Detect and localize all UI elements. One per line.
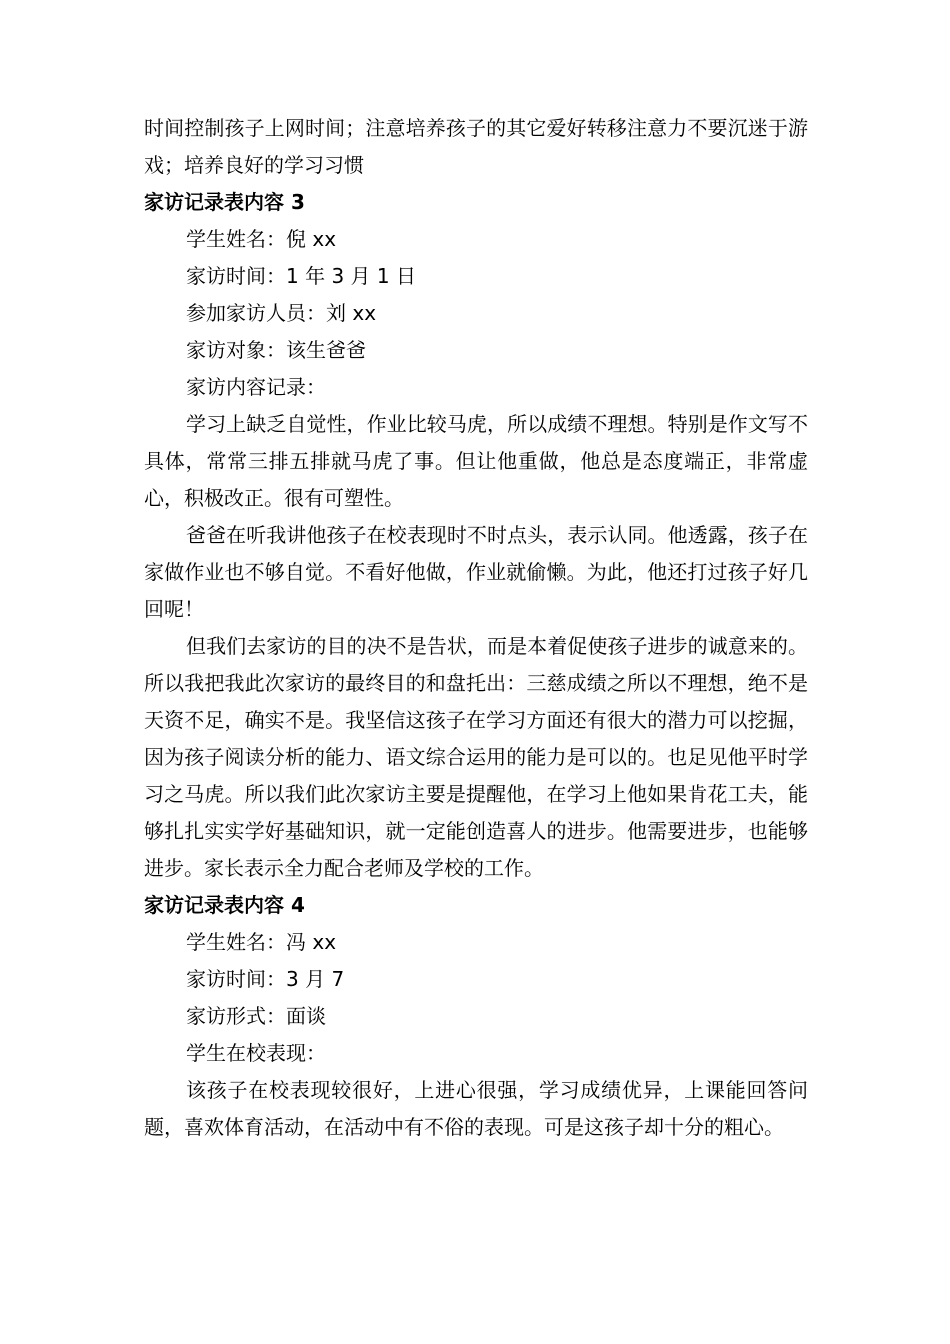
- intro-paragraph: 时间控制孩子上网时间；注意培养孩子的其它爱好转移注意力不要沉迷于游戏；培养良好的学习习惯: [144, 116, 808, 177]
- record-3-heading: 家访记录表内容 3: [144, 190, 305, 214]
- record-3-participants: 参加家访人员：刘 xx: [186, 301, 377, 325]
- record-3-content-label: 家访内容记录：: [186, 375, 326, 399]
- record-3-paragraph: 但我们去家访的目的决不是告状，而是本着促使孩子进步的诚意来的。所以我把我此次家访的最终目的和盘托出：三慈成绩之所以不理想，绝不是天资不足，确实不是。我坚信这孩子在学习方面还有很大的潜力可以挖掘，因为孩子阅读分析的能力、语文综合运用的能力是可以的。也足见他平时学习之马虎。所以我们此次家访主要是提醒他，在学习上他如果肯花工夫，能够扎扎实实学好基础知识，就一定能创造喜人的进步。他需要进步，也能够进步。家长表示全力配合老师及学校的工作。: [144, 634, 808, 880]
- record-4-heading: 家访记录表内容 4: [144, 893, 305, 917]
- document-page: [144, 110, 808, 1146]
- record-3-visit-target: 家访对象：该生爸爸: [186, 338, 366, 362]
- record-4-performance-label: 学生在校表现：: [186, 1041, 326, 1065]
- record-3-visit-time: 家访时间：1 年 3 月 1 日: [186, 264, 416, 288]
- record-3-paragraph: 学习上缺乏自觉性，作业比较马虎，所以成绩不理想。特别是作文写不具体，常常三排五排就马虎了事。但让他重做，他总是态度端正，非常虚心，积极改正。很有可塑性。: [144, 412, 808, 510]
- record-4-visit-time: 家访时间：3 月 7: [186, 967, 345, 991]
- record-4-visit-form: 家访形式：面谈: [186, 1004, 326, 1028]
- record-3-student-name: 学生姓名：倪 xx: [186, 227, 337, 251]
- record-4-paragraph: 该孩子在校表现较很好，上进心很强，学习成绩优异，上课能回答问题，喜欢体育活动，在活动中有不俗的表现。可是这孩子却十分的粗心。: [144, 1078, 808, 1139]
- record-4-student-name: 学生姓名：冯 xx: [186, 930, 337, 954]
- record-3-paragraph: 爸爸在听我讲他孩子在校表现时不时点头，表示认同。他透露，孩子在家做作业也不够自觉。不看好他做，作业就偷懒。为此，他还打过孩子好几回呢！: [144, 523, 808, 621]
